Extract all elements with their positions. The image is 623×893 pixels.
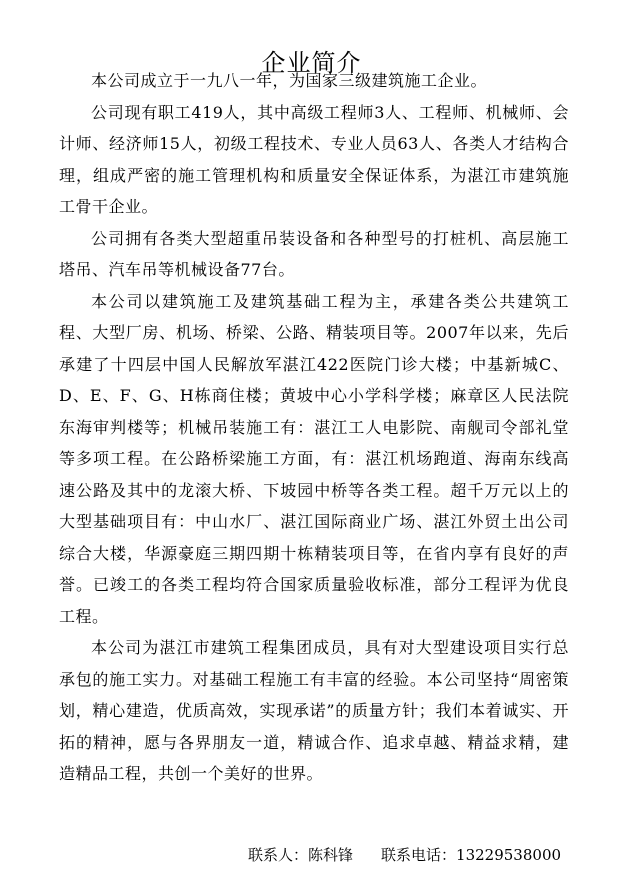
paragraph-staff: 公司现有职工419人，其中高级工程师3人、工程师、机械师、会计师、经济师15人，初级工程技术、专业人员63人、各类人才结构合理，组成严密的施工管理机构和质量安全保证体系，为湛江市建筑施工骨干企业。 <box>59 102 569 216</box>
contact-phone-label: 联系电话： <box>381 846 457 864</box>
paragraph-projects: 本公司以建筑施工及建筑基础工程为主，承建各类公共建筑工程、大型厂房、机场、桥梁、公路、精装项目等。2007年以来，先后承建了十四层中国人民解放军湛江422医院门诊大楼；中基新城C、D、E、F、G、H栋商住楼；黄坡中心小学科学楼；麻章区人民法院东海审判楼等；机械吊装施工有：湛江工人电影院、南舰司令部礼堂等多项工程。在公路桥梁施工方面，有：湛江机场跑道、海南东线高速公路及其中的龙滚大桥、下坡园中桥等各类工程。超千万元以上的大型基础项目有：中山水厂、湛江国际商业广场、湛江外贸土出公司综合大楼，华源豪庭三期四期十栋精装项目等，在省内享有良好的声誉。已竣工的各类工程均符合国家质量验收标准，部分工程评为优良工程。 <box>59 291 569 626</box>
contact-phone: 13229538000 <box>456 846 562 864</box>
contact-line <box>248 842 561 868</box>
paragraph-founding: 本公司成立于一九八一年，为国家三级建筑施工企业。 <box>91 71 488 90</box>
contact-person: 陈科锋 <box>308 846 354 864</box>
contact-person-label: 联系人： <box>248 846 309 864</box>
paragraph-equipment: 公司拥有各类大型超重吊装设备和各种型号的打桩机、高层施工塔吊、汽车吊等机械设备77台。 <box>59 228 569 279</box>
paragraph-strength: 本公司为湛江市建筑工程集团成员，具有对大型建设项目实行总承包的施工实力。对基础工程施工有丰富的经验。本公司坚持“周密策划，精心建造，优质高效，实现承诺”的质量方针；我们本着诚实、开拓的精神，愿与各界朋友一道，精诚合作、追求卓越、精益求精，建造精品工程，共创一个美好的世界。 <box>59 638 569 783</box>
page-title: 企业简介 <box>261 49 362 78</box>
document-body <box>59 65 569 790</box>
